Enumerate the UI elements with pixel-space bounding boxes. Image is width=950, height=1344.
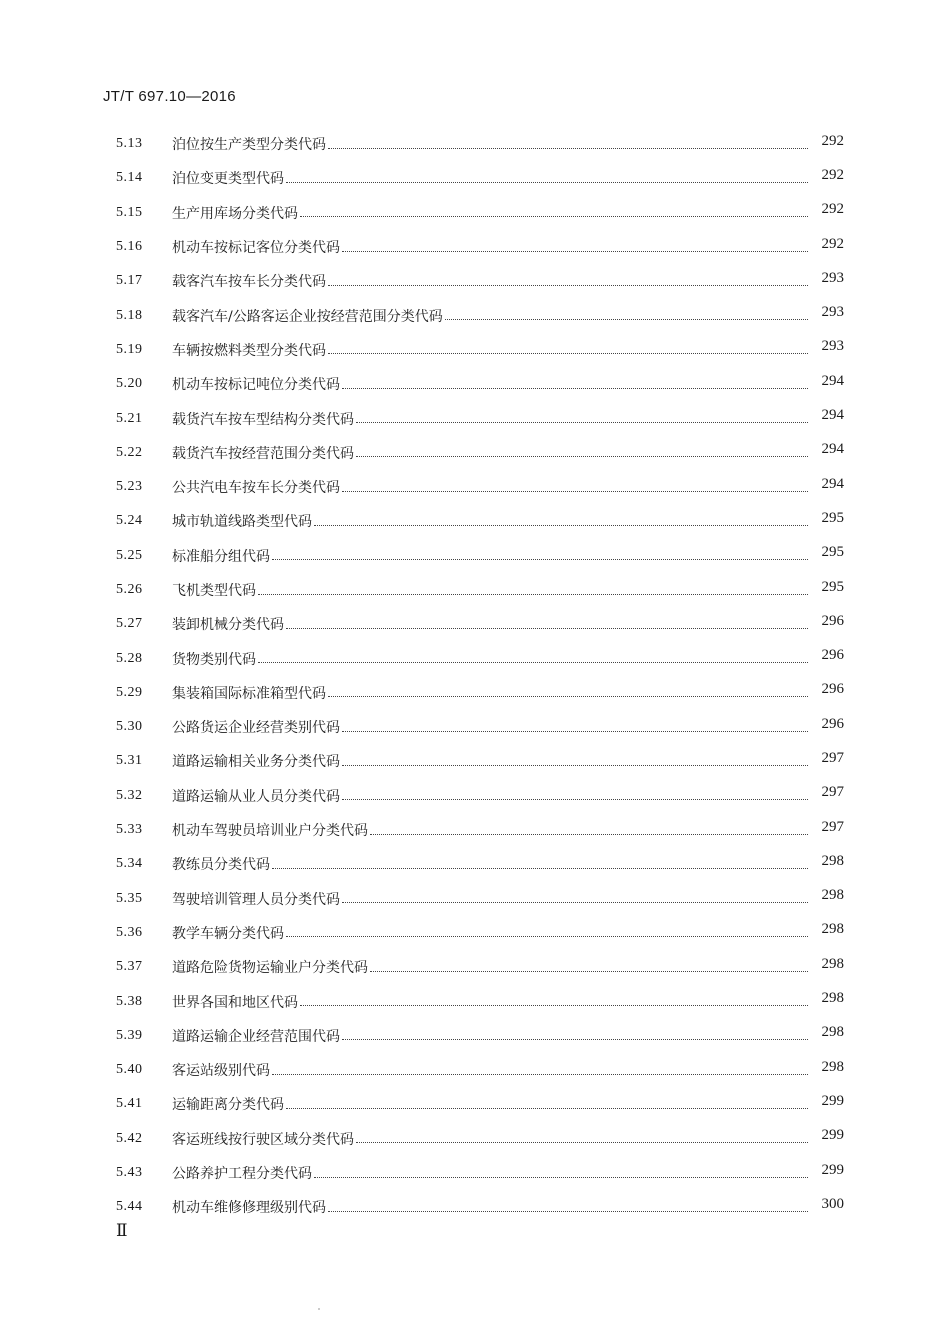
dot-leader (286, 1108, 808, 1109)
toc-entry[interactable] (116, 710, 844, 744)
toc-page: 296 (821, 681, 844, 698)
toc-title: 泊位变更类型代码 (172, 171, 284, 188)
toc-entry[interactable] (116, 882, 844, 916)
toc-number: 5.16 (116, 239, 143, 255)
dot-leader (286, 628, 808, 629)
toc-number: 5.40 (116, 1062, 143, 1078)
dot-leader (342, 491, 808, 492)
dot-leader (356, 456, 808, 457)
toc-title: 标准船分组代码 (172, 548, 270, 565)
toc-title: 飞机类型代码 (172, 583, 256, 599)
toc-entry[interactable] (116, 676, 844, 710)
toc-title: 车辆按燃料类型分类代码 (172, 342, 326, 359)
dot-leader (328, 285, 808, 286)
toc-title: 世界各国和地区代码 (172, 994, 298, 1011)
dot-leader (314, 1177, 808, 1178)
toc-page: 296 (821, 715, 844, 732)
toc-number: 5.24 (116, 513, 143, 529)
toc-number: 5.33 (116, 822, 143, 838)
dot-leader (342, 251, 808, 252)
toc-number: 5.23 (116, 479, 143, 495)
toc-entry[interactable] (116, 504, 844, 538)
toc-entry[interactable] (116, 1019, 844, 1053)
toc-entry[interactable] (116, 264, 844, 298)
toc-page: 295 (821, 578, 844, 595)
toc-page: 292 (821, 201, 844, 218)
toc-title: 载客汽车/公路客运企业按经营范围分类代码 (172, 308, 443, 325)
toc-page: 298 (821, 921, 844, 938)
toc-title: 机动车按标记吨位分类代码 (172, 377, 340, 394)
dot-leader (356, 422, 808, 423)
dot-leader (342, 1039, 808, 1040)
toc-page: 293 (821, 269, 844, 286)
dot-leader (328, 1211, 808, 1212)
toc-number: 5.26 (116, 582, 143, 597)
toc-entry[interactable] (116, 847, 844, 881)
toc-page: 294 (821, 407, 844, 424)
toc-entry[interactable] (116, 127, 844, 161)
toc-page: 293 (821, 338, 844, 355)
toc-number: 5.28 (116, 650, 143, 666)
toc-page: 297 (821, 818, 844, 835)
toc-number: 5.18 (116, 307, 143, 323)
dot-leader (445, 319, 808, 320)
toc-title: 装卸机械分类代码 (172, 617, 284, 634)
dot-leader (286, 182, 808, 183)
dot-leader (356, 1142, 808, 1143)
toc-page: 292 (821, 235, 844, 252)
toc-number: 5.27 (116, 616, 143, 632)
toc-number: 5.31 (116, 753, 143, 769)
toc-title: 货物类别代码 (172, 651, 256, 668)
toc-title: 教学车辆分类代码 (172, 925, 284, 942)
toc-entry[interactable] (116, 470, 844, 504)
dot-leader (272, 559, 808, 560)
toc-number: 5.25 (116, 547, 143, 563)
toc-title: 公路货运企业经营类别代码 (172, 720, 340, 737)
toc-title: 道路运输相关业务分类代码 (172, 754, 340, 771)
toc-number: 5.42 (116, 1130, 143, 1146)
toc-entry[interactable] (116, 230, 844, 264)
toc-title: 客运站级别代码 (172, 1063, 270, 1080)
dot-leader (370, 971, 808, 972)
toc-entry[interactable] (116, 984, 844, 1018)
toc-number: 5.34 (116, 856, 143, 872)
toc-entry[interactable] (116, 161, 844, 195)
toc-page: 299 (821, 1092, 844, 1109)
toc-entry[interactable] (116, 813, 844, 847)
toc-page: 292 (821, 132, 844, 149)
dot-leader (342, 388, 808, 389)
toc-number: 5.39 (116, 1027, 143, 1043)
toc-entry[interactable] (116, 916, 844, 950)
toc-number: 5.35 (116, 890, 143, 906)
toc-entry[interactable] (116, 607, 844, 641)
toc-entry[interactable] (116, 367, 844, 401)
toc-page: 298 (821, 990, 844, 1007)
toc-entry[interactable] (116, 436, 844, 470)
toc-page: 294 (821, 372, 844, 389)
dot-leader (370, 834, 808, 835)
toc-title: 泊位按生产类型分类代码 (172, 137, 326, 154)
toc-page: 298 (821, 852, 844, 869)
toc-entry[interactable] (116, 744, 844, 778)
toc-number: 5.36 (116, 924, 143, 940)
toc-entry[interactable] (116, 950, 844, 984)
toc-page: 299 (821, 1127, 844, 1144)
dot-leader (342, 765, 808, 766)
toc-entry[interactable] (116, 1087, 844, 1121)
toc-page: 294 (821, 475, 844, 492)
toc-number: 5.32 (116, 787, 143, 803)
toc-title: 道路运输从业人员分类代码 (172, 788, 340, 805)
toc-number: 5.38 (116, 993, 143, 1009)
scan-speck (318, 1308, 320, 1310)
toc-entry[interactable] (116, 1053, 844, 1087)
toc-entry[interactable] (116, 1156, 844, 1190)
dot-leader (342, 799, 808, 800)
toc-number: 5.43 (116, 1165, 143, 1181)
toc-title: 生产用库场分类代码 (172, 205, 298, 222)
toc-number: 5.44 (116, 1199, 143, 1215)
toc-title: 机动车维修修理级别代码 (172, 1200, 326, 1217)
toc-title: 运输距离分类代码 (172, 1097, 284, 1114)
dot-leader (328, 696, 808, 697)
toc-page: 299 (821, 1161, 844, 1178)
toc-number: 5.20 (116, 376, 143, 392)
toc-page: 295 (821, 509, 844, 526)
toc-number: 5.22 (116, 444, 143, 460)
toc-title: 驾驶培训管理人员分类代码 (172, 891, 340, 908)
toc-title: 客运班线按行驶区域分类代码 (172, 1131, 354, 1148)
toc-page: 298 (821, 887, 844, 904)
toc-title: 道路运输企业经营范围代码 (172, 1028, 340, 1045)
toc-title: 教练员分类代码 (172, 857, 270, 874)
table-of-contents (116, 127, 844, 1225)
toc-title: 机动车按标记客位分类代码 (172, 240, 340, 257)
toc-title: 城市轨道线路类型代码 (172, 514, 312, 531)
dot-leader (258, 662, 808, 663)
dot-leader (300, 216, 808, 217)
toc-number: 5.21 (116, 410, 143, 426)
toc-page: 296 (821, 612, 844, 629)
toc-page: 300 (821, 1195, 844, 1212)
toc-page: 298 (821, 955, 844, 972)
toc-entry[interactable] (116, 573, 844, 607)
dot-leader (342, 731, 808, 732)
toc-page: 292 (821, 166, 844, 183)
toc-title: 道路危险货物运输业户分类代码 (172, 960, 368, 977)
toc-title: 载货汽车按车型结构分类代码 (172, 411, 354, 428)
toc-entry[interactable] (116, 539, 844, 573)
dot-leader (272, 1074, 808, 1075)
toc-number: 5.17 (116, 273, 143, 289)
toc-entry[interactable] (116, 333, 844, 367)
toc-page: 295 (821, 544, 844, 561)
toc-page: 297 (821, 784, 844, 801)
dot-leader (328, 148, 808, 149)
toc-number: 5.29 (116, 684, 143, 700)
toc-entry[interactable] (116, 641, 844, 675)
dot-leader (258, 594, 808, 595)
toc-entry[interactable] (116, 1122, 844, 1156)
dot-leader (328, 353, 808, 354)
dot-leader (314, 525, 808, 526)
toc-title: 载客汽车按车长分类代码 (172, 274, 326, 291)
toc-entry[interactable] (116, 779, 844, 813)
toc-entry[interactable] (116, 196, 844, 230)
dot-leader (300, 1005, 808, 1006)
standard-code-header: JT/T 697.10—2016 (103, 88, 236, 105)
toc-title: 公共汽电车按车长分类代码 (172, 480, 340, 497)
toc-title: 集装箱国际标准箱型代码 (172, 685, 326, 702)
toc-page: 298 (821, 1024, 844, 1041)
page-folio: Ⅱ (116, 1221, 128, 1240)
toc-page: 296 (821, 647, 844, 664)
toc-number: 5.14 (116, 170, 143, 186)
dot-leader (286, 936, 808, 937)
toc-number: 5.41 (116, 1096, 143, 1112)
dot-leader (272, 868, 808, 869)
toc-title: 机动车驾驶员培训业户分类代码 (172, 823, 368, 840)
toc-entry[interactable] (116, 298, 844, 332)
toc-page: 293 (821, 304, 844, 321)
toc-title: 公路养护工程分类代码 (172, 1166, 312, 1183)
toc-number: 5.15 (116, 204, 143, 220)
toc-page: 297 (821, 749, 844, 766)
toc-title: 载货汽车按经营范围分类代码 (172, 445, 354, 462)
toc-number: 5.13 (116, 136, 143, 152)
dot-leader (342, 902, 808, 903)
toc-page: 294 (821, 441, 844, 458)
toc-number: 5.19 (116, 341, 143, 357)
toc-entry[interactable] (116, 401, 844, 435)
toc-page: 298 (821, 1058, 844, 1075)
toc-number: 5.37 (116, 959, 143, 975)
toc-entry[interactable] (116, 1190, 844, 1224)
toc-number: 5.30 (116, 719, 143, 735)
